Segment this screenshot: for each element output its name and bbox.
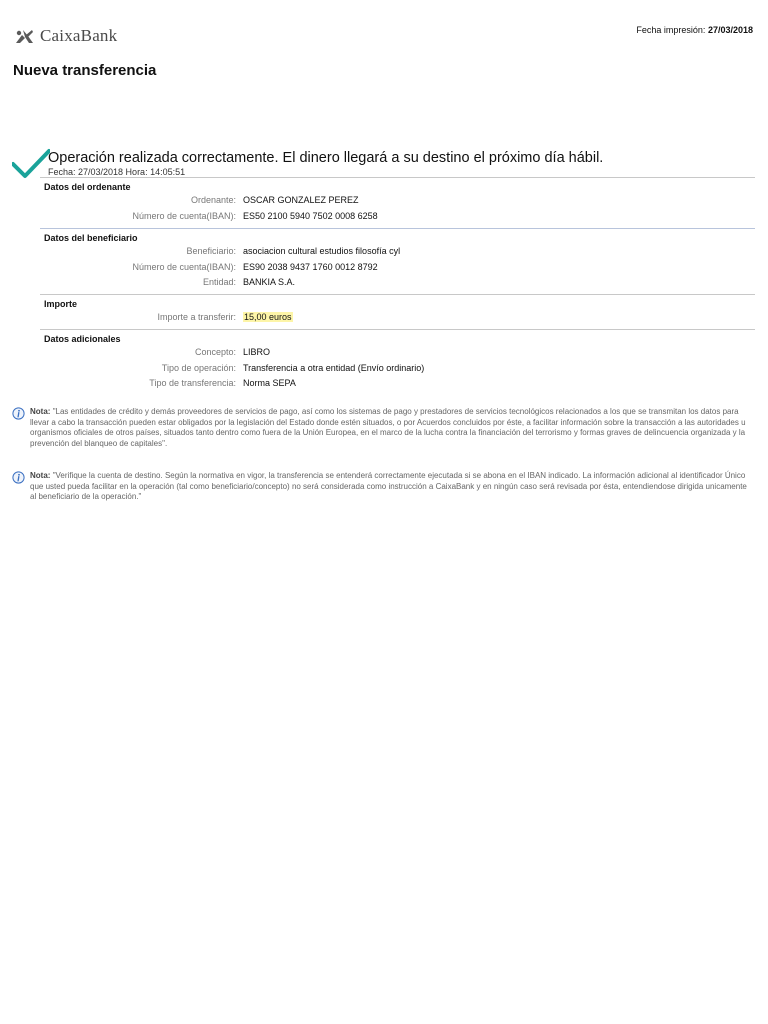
section-importe (40, 294, 755, 328)
field-value: Transferencia a otra entidad (Envío ordinario) (243, 362, 425, 373)
section-title: Importe (44, 299, 78, 309)
field-label: Ordenante: (190, 195, 236, 205)
table-row (40, 277, 755, 293)
page-title: Nueva transferencia (13, 62, 157, 79)
section-beneficiario (40, 228, 755, 293)
field-value: OSCAR GONZALEZ PEREZ (243, 195, 359, 205)
table-row (40, 195, 755, 211)
print-date-value: 27/03/2018 (707, 25, 753, 35)
note-label: Nota: (30, 407, 51, 416)
table-row (40, 363, 755, 379)
note-text: "Las entidades de crédito y demás proveedores de servicios de pago, así como los sistemas de pago y prestadores de servicios tecnológicos relacionados a los que se transmitan los datos para llevar a cabo la transacción pueden estar obligados por la legislación del Estado donde estén situados, o por Acuerdos concluidos por éste, a facilitar información sobre la transacción a las autoridades u organismos oficiales de otros países, situados tanto dentro como fuera de la Unión Europea, en el marco de la lucha contra la financiación del terrorismo y formas graves de delincuencia organizada y la prevención del blanqueo de capitales". (30, 407, 746, 448)
field-value: ES50 2100 5940 7502 0008 6258 (243, 210, 378, 221)
field-value: LIBRO (243, 347, 271, 357)
field-label: Importe a transferir: (157, 312, 236, 322)
field-label: Número de cuenta(IBAN): (132, 210, 236, 221)
field-value: BANKIA S.A. (243, 277, 296, 287)
header (0, 0, 768, 60)
star-icon (14, 27, 36, 45)
table-row (40, 347, 755, 363)
note-text: "Verifique la cuenta de destino. Según la normativa en vigor, la transferencia se entenderá correctamente ejecutada si se abona en el IBAN indicado. La información adicional al identificador Único que usted pueda facilitar en la operación (tal como beneficiario/concepto) no será considerada como instrucción a CaixaBank y en ningún caso será revisada por ésta, entendiendose dirigida unicamente al beneficiario de la operación." (30, 471, 747, 501)
field-label: Beneficiario: (186, 246, 236, 256)
info-icon (12, 407, 25, 420)
field-value: ES90 2038 9437 1760 0012 8792 (243, 261, 378, 272)
section-title: Datos adicionales (44, 334, 121, 344)
section-title: Datos del beneficiario (44, 233, 138, 243)
table-row (40, 378, 755, 394)
operation-datetime: Fecha: 27/03/2018 Hora: 14:05:51 (48, 167, 186, 177)
table-row (40, 312, 755, 328)
field-label: Entidad: (202, 277, 236, 287)
section-adicionales (40, 329, 755, 394)
legal-note (12, 407, 752, 449)
print-date (636, 25, 753, 35)
caixabank-logo[interactable] (14, 26, 117, 46)
table-row (40, 262, 755, 278)
field-label: Tipo de operación: (161, 362, 236, 373)
field-value: Norma SEPA (243, 378, 296, 388)
field-label: Tipo de transferencia: (149, 378, 236, 388)
table-row (40, 211, 755, 227)
checkmark-icon (12, 148, 50, 180)
info-icon (12, 471, 25, 484)
section-ordenante (40, 177, 755, 226)
note-label: Nota: (30, 471, 51, 480)
logo-text: CaixaBank (40, 26, 118, 45)
table-row (40, 246, 755, 262)
amount-value: 15,00 euros (244, 312, 292, 322)
field-value: asociacion cultural estudios filosofía cyl (243, 246, 401, 256)
success-message: Operación realizada correctamente. El dinero llegará a su destino el próximo día hábil. (48, 150, 604, 166)
legal-note (12, 471, 752, 503)
field-label: Número de cuenta(IBAN): (132, 261, 236, 272)
section-title: Datos del ordenante (44, 182, 131, 192)
field-label: Concepto: (194, 347, 236, 357)
print-date-label: Fecha impresión: (636, 25, 706, 35)
